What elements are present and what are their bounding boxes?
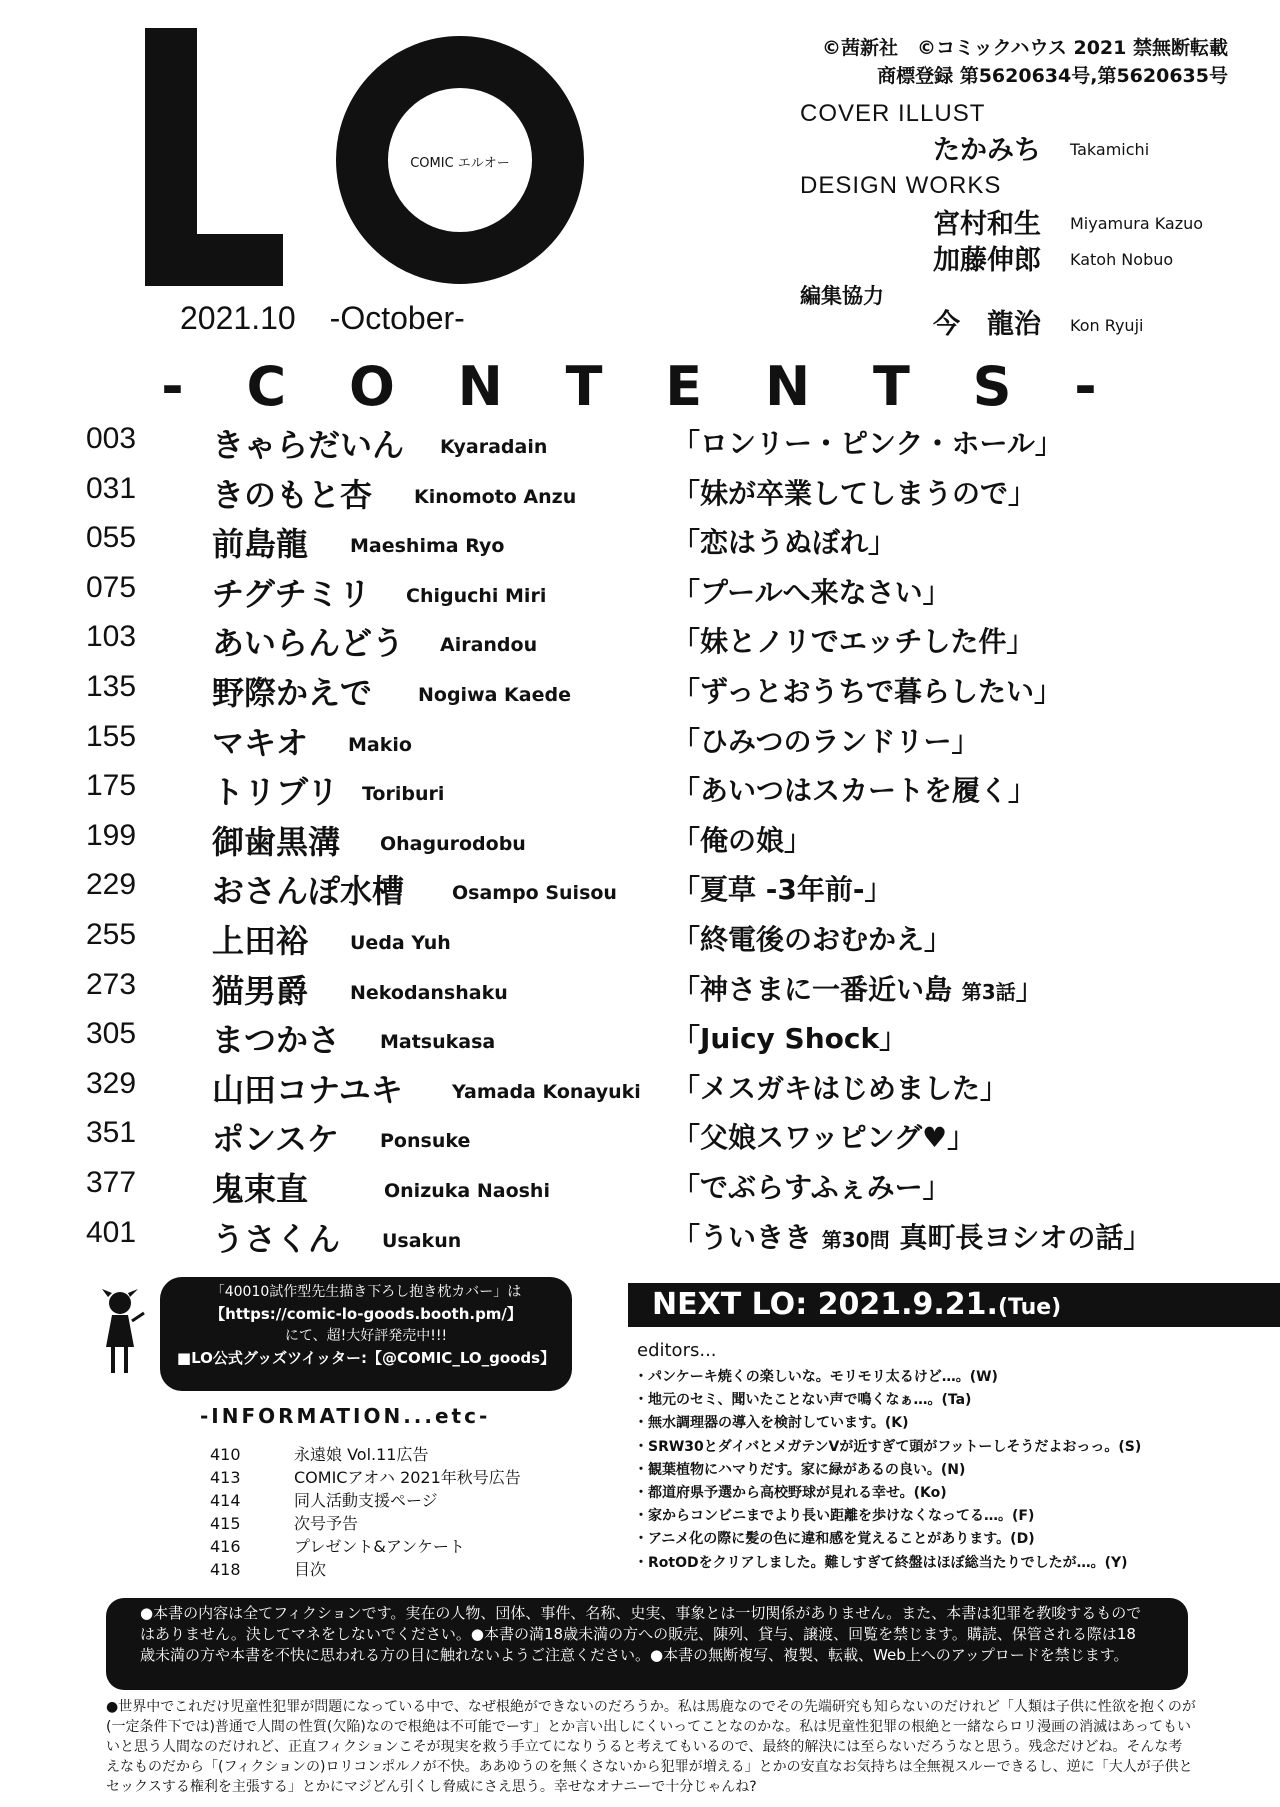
- toc-row: [0, 620, 1280, 664]
- info-item: 418 目次: [210, 1560, 327, 1579]
- toc-page-number: 075: [86, 570, 137, 604]
- toc-story-title: 「ういきき 第30問 真町長ヨシオの話」: [672, 1220, 1152, 1254]
- toc-page-number: 351: [86, 1116, 137, 1150]
- goods-shop-link[interactable]: 【https://comic-lo-goods.booth.pm/】: [210, 1305, 522, 1323]
- toc-row: [0, 422, 1280, 466]
- editor-note: ・家からコンビニまでより長い距離を歩けなくなってる…。(F): [634, 1508, 1035, 1525]
- toc-author-romaji: Osampo Suisou: [452, 882, 617, 905]
- toc-author-name: 前島龍: [212, 525, 309, 564]
- toc-story-title: 「ロンリー・ピンク・ホール」: [672, 427, 1063, 460]
- toc-row: [0, 1216, 1280, 1260]
- toc-author-romaji: Ohagurodobu: [380, 832, 526, 855]
- toc-row: [0, 1116, 1280, 1160]
- toc-author-name: あいらんどう: [212, 624, 405, 663]
- toc-page-number: 175: [86, 769, 137, 803]
- toc-author-romaji: Nekodanshaku: [350, 981, 508, 1004]
- toc-author-name: チグチミリ: [212, 574, 371, 613]
- toc-row: [0, 769, 1280, 813]
- toc-story-title: 「メスガキはじめました」: [672, 1071, 1009, 1105]
- toc-author-name: トリブリ: [212, 773, 339, 812]
- toc-author-romaji: Matsukasa: [380, 1031, 496, 1054]
- toc-author-romaji: Nogiwa Kaede: [418, 684, 571, 706]
- toc-row: [0, 1067, 1280, 1111]
- editors-heading: editors...: [637, 1340, 717, 1361]
- toc-page-number: 031: [86, 471, 137, 505]
- logo-subtitle: COMIC エルオー: [410, 156, 510, 171]
- toc-row: [0, 670, 1280, 714]
- toc-page-number: 199: [86, 818, 137, 852]
- contents-heading: - C O N T E N T S -: [161, 355, 1119, 418]
- editor-note: ・無水調理器の導入を検討しています。(K): [634, 1415, 909, 1432]
- edit-assist-name: 今 龍治: [933, 309, 1041, 340]
- toc-author-romaji: Maeshima Ryo: [350, 535, 505, 558]
- info-item: 414 同人活動支援ページ: [210, 1491, 438, 1510]
- goods-twitter-link[interactable]: ■LO公式グッズツイッター:【@COMIC_LO_goods】: [176, 1349, 556, 1367]
- information-heading: -INFORMATION...etc-: [200, 1404, 491, 1428]
- toc-author-name: 御歯黒溝: [212, 822, 341, 861]
- toc-story-title: 「俺の娘」: [672, 823, 813, 857]
- toc-story-title: 「夏草 -3年前-」: [672, 873, 893, 907]
- toc-row: [0, 1166, 1280, 1210]
- info-item: 415 次号予告: [210, 1514, 359, 1533]
- toc-page-number: 305: [86, 1017, 137, 1051]
- toc-author-romaji: Kyaradain: [440, 436, 548, 458]
- toc-author-name: 野際かえで: [212, 674, 373, 712]
- toc-row: [0, 819, 1280, 863]
- toc-story-title: 「ずっとおうちで暮らしたい」: [672, 675, 1063, 708]
- toc-author-romaji: Ponsuke: [380, 1130, 471, 1153]
- toc-page-number: 155: [86, 719, 137, 753]
- issue-date: 2021.10 -October-: [180, 300, 465, 336]
- toc-author-name: まつかさ: [212, 1021, 341, 1060]
- toc-story-title: 「でぶらすふぇみー」: [672, 1171, 951, 1204]
- toc-author-name: きゃらだいん: [212, 426, 405, 464]
- toc-story-title: 「父娘スワッピング♥」: [672, 1121, 976, 1155]
- toc-row: [0, 968, 1280, 1012]
- toc-story-title: 「神さまに一番近い島 第3話」: [672, 972, 1044, 1006]
- toc-author-romaji: Chiguchi Miri: [406, 584, 547, 607]
- designer-1-name: 宮村和生: [933, 209, 1041, 240]
- toc-row: [0, 1017, 1280, 1061]
- logo-letter-l-foot: [145, 234, 283, 286]
- edit-assist-romaji: Kon Ryuji: [1070, 316, 1144, 335]
- toc-author-romaji: Yamada Konayuki: [452, 1080, 641, 1103]
- designer-2-name: 加藤伸郎: [933, 245, 1041, 276]
- editorial-footnote: ●世界中でこれだけ児童性犯罪が問題になっている中で、なぜ根絶ができないのだろうか。私は馬鹿なのでその先端研究も知らないのだけれど「人類は子供に性欲を抱くのが(一定条件下では)普通で人間の性質(欠陥)なので根絶は不可能でーす」とか言い出しにくいってことなのかな。私は児童性犯罪の根絶と一緒ならロリ漫画の消滅はあってもいいと思う人間なのだけれど、正直フィクションこそが現実を救う手立てになりうると考えてもいるので、最終的解決には至らないだろうなと思う。残念だけどね。そんな考えなものだから「(フィクションの)ロリコンポルノが不快。ああゆうのを無くさないから犯罪が増える」とかの安直なお気持ちは全無視スルーできるし、逆に「大人が子供とセックスする権利を主張する」とかにマジどん引くし脅威にさえ思う。幸せなオナニーで十分じゃんね?: [106, 1699, 1196, 1795]
- cover-artist-name: たかみち: [933, 135, 1041, 166]
- info-item: 410 永遠娘 Vol.11広告: [210, 1445, 429, 1464]
- toc-row: [0, 521, 1280, 565]
- toc-author-name: 上田裕: [212, 922, 309, 960]
- toc-author-romaji: Ueda Yuh: [350, 932, 451, 954]
- toc-story-title: 「妹が卒業してしまうので」: [672, 476, 1037, 510]
- toc-page-number: 003: [86, 422, 137, 455]
- toc-page-number: 103: [86, 620, 137, 654]
- info-item: 416 プレゼント&アンケート: [210, 1537, 465, 1556]
- toc-row: [0, 571, 1280, 615]
- designer-1-romaji: Miyamura Kazuo: [1070, 214, 1204, 233]
- chibi-figure-icon: [98, 1285, 148, 1385]
- toc-page-number: 273: [86, 967, 137, 1001]
- editor-note: ・SRW30とダイバとメガテンVが近すぎて頭がフットーしそうだよおっっ。(S): [634, 1438, 1142, 1455]
- toc-author-name: きのもと杏: [212, 475, 373, 514]
- editor-note: ・観葉植物にハマりだす。家に緑があるの良い。(N): [634, 1461, 966, 1478]
- toc-row: [0, 720, 1280, 764]
- toc-author-name: おさんぽ水槽: [212, 872, 405, 911]
- designer-2-romaji: Katoh Nobuo: [1070, 250, 1174, 269]
- toc-row: [0, 868, 1280, 912]
- toc-author-name: ポンスケ: [212, 1120, 340, 1159]
- cover-illust-heading: COVER ILLUST: [800, 100, 986, 127]
- toc-row: [0, 918, 1280, 962]
- toc-story-title: 「あいつはスカートを履く」: [672, 774, 1037, 808]
- toc-author-romaji: Kinomoto Anzu: [414, 485, 577, 508]
- info-item: 413 COMICアオハ 2021年秋号広告: [210, 1468, 521, 1487]
- toc-page-number: 255: [86, 918, 137, 951]
- toc-author-romaji: Makio: [348, 733, 412, 756]
- design-works-heading: DESIGN WORKS: [800, 172, 1002, 199]
- toc-author-romaji: Onizuka Naoshi: [384, 1180, 550, 1202]
- toc-page-number: 055: [86, 521, 137, 555]
- editor-note: ・地元のセミ、聞いたことない声で鳴くなぁ…。(Ta): [634, 1392, 972, 1409]
- editor-note: ・パンケーキ焼くの楽しいな。モリモリ太るけど…。(W): [634, 1369, 998, 1385]
- toc-story-title: 「Juicy Shock」: [672, 1022, 908, 1056]
- toc-page-number: 377: [86, 1166, 137, 1199]
- toc-story-title: 「プールへ来なさい」: [672, 575, 951, 609]
- toc-author-name: うさくん: [212, 1219, 341, 1258]
- cover-artist-romaji: Takamichi: [1070, 140, 1150, 159]
- toc-page-number: 229: [86, 868, 137, 902]
- toc-author-name: 猫男爵: [212, 971, 309, 1010]
- toc-story-title: 「終電後のおむかえ」: [672, 923, 953, 956]
- copyright-block: ©茜新社 ©コミックハウス 2021 禁無断転載 商標登録 第5620634号,第5620635号: [821, 37, 1228, 87]
- toc-story-title: 「恋はうぬぼれ」: [672, 526, 897, 560]
- caution-notice: ●本書の内容は全てフィクションです。実在の人物、団体、事件、名称、史実、事象とは一切関係がありません。また、本書は犯罪を教唆するものではありません。決してマネをしないでください。●本書の満18歳未満の方への販売、陳列、貸与、譲渡、回覧を禁じます。購読、保管される際は18歳未満の方や本書を不快に思われる方の目に触れないようご注意ください。●本書の無断複写、複製、転載、Web上へのアップロードを禁じます。: [106, 1598, 1188, 1690]
- goods-promo-banner: 「40010試作型先生描き下ろし抱き枕カバー」は 【https://comic-lo-goods.booth.pm/】 にて、超!大好評発売中!!! ■LO公式グッズツイッター:【@COMIC_LO_goods】: [160, 1277, 572, 1391]
- toc-author-romaji: Usakun: [382, 1229, 462, 1252]
- next-issue-banner: NEXT LO: 2021.9.21.(Tue): [628, 1283, 1280, 1327]
- toc-author-romaji: Toriburi: [362, 783, 445, 806]
- edit-assist-heading: 編集協力: [800, 284, 884, 308]
- toc-story-title: 「ひみつのランドリー」: [672, 724, 980, 758]
- toc-author-name: 山田コナユキ: [212, 1070, 403, 1109]
- toc-author-name: マキオ: [212, 723, 309, 762]
- editor-note: ・アニメ化の際に髪の色に違和感を覚えることがあります。(D): [634, 1531, 1035, 1548]
- toc-row: [0, 472, 1280, 516]
- toc-page-number: 401: [86, 1215, 137, 1249]
- toc-page-number: 135: [86, 670, 137, 703]
- editor-note: ・RotODをクリアしました。難しすぎて終盤はほぼ総当たりでしたが…。(Y): [634, 1554, 1128, 1571]
- toc-story-title: 「妹とノリでエッチした件」: [672, 625, 1035, 659]
- toc-page-number: 329: [86, 1066, 137, 1100]
- toc-author-romaji: Airandou: [440, 634, 538, 657]
- toc-author-name: 鬼束直: [212, 1170, 309, 1208]
- editor-note: ・都道府県予選から高校野球が見れる幸せ。(Ko): [634, 1485, 947, 1501]
